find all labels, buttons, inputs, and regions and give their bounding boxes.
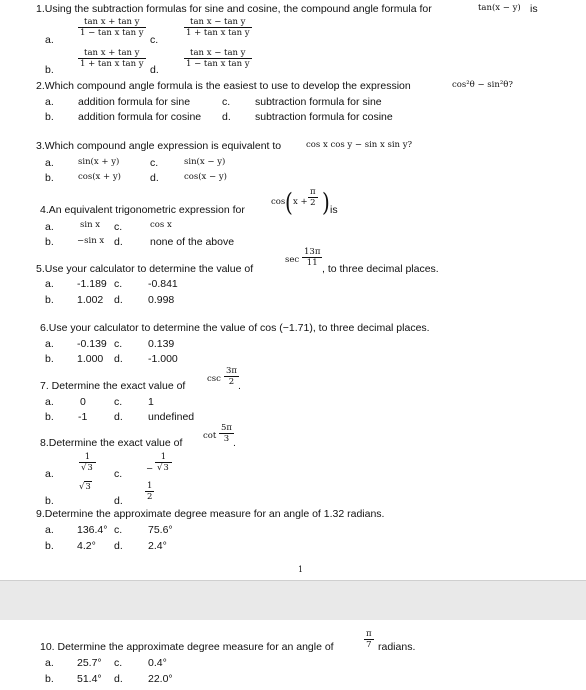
q7-option-d[interactable]: undefined [148,411,195,423]
q3-prompt: 3.Which compound angle expression is equivalent to [36,140,282,152]
q4-tail: is [330,204,338,216]
q8-fraction: $\frac{5\pi}{3}$ [221,423,232,444]
q7-prompt: 7. Determine the exact value of [40,380,186,392]
q1-option-c-label: c. [150,34,159,46]
q3-option-d[interactable]: cos(x − y) [184,172,227,182]
q4-option-b-label: b. [45,236,54,248]
q10-prompt: 10. Determine the approximate degree measure for an angle of [40,641,334,653]
q3-option-a[interactable]: sin(x + y) [78,157,120,167]
q4-option-d-label: d. [114,236,123,248]
page-number: 1 [298,565,304,574]
q4-option-c[interactable]: cos x [150,220,172,230]
q10-fraction: $\frac{\pi}{7}$ [366,629,372,650]
q4-option-c-label: c. [114,221,123,233]
q3-option-b[interactable]: cos(x + y) [78,172,121,182]
page-break-line [0,580,586,581]
q10-option-b[interactable]: 51.4° [77,673,102,685]
q6-option-d-label: d. [114,353,123,365]
q1-prompt: 1.Using the subtraction formulas for sine and cosine, the compound angle formula for [36,3,432,15]
q4-fraction: $\frac{\pi}{2}$ [310,187,316,208]
q4-option-b[interactable]: −sin x [77,236,105,246]
q3-option-d-label: d. [150,172,159,184]
q8-option-a-label: a. [45,468,54,480]
q3-expression: cos x cos y − sin x sin y? [306,140,413,150]
q5-tail: , to three decimal places. [322,263,439,275]
q1-tail: is [530,3,538,15]
q9-option-a[interactable]: 136.4° [77,524,108,536]
q2-option-c-label: c. [222,96,231,108]
q9-option-d[interactable]: 2.4° [148,540,167,552]
q4-option-a-label: a. [45,221,54,233]
q4-left-paren: ( [285,187,293,217]
q7-option-a[interactable]: 0 [80,396,86,408]
q8-function: cot [203,431,217,441]
q5-option-d[interactable]: 0.998 [148,294,175,306]
q5-option-a[interactable]: -1.189 [77,278,107,290]
q8-tail: . [233,437,236,449]
q1-option-d[interactable]: $\frac{\text{tan x − tan y}}{\text{1 − tan x tan y}}$ [186,48,250,69]
q6-option-a-label: a. [45,338,54,350]
q1-option-b[interactable]: $\frac{\text{tan x + tan y}}{\text{1 + tan x tan y}}$ [80,48,144,69]
q10-option-d[interactable]: 22.0° [148,673,173,685]
q8-option-c-label: c. [114,468,123,480]
q9-option-b-label: b. [45,540,54,552]
q7-option-c[interactable]: 1 [148,396,154,408]
q7-option-b-label: b. [45,411,54,423]
q5-option-a-label: a. [45,278,54,290]
q2-option-b-label: b. [45,111,54,123]
q2-prompt: 2.Which compound angle formula is the easiest to use to develop the expression [36,80,411,92]
q8-option-c[interactable]: $\frac{1}{√3}$ [155,452,172,473]
q2-option-d[interactable]: subtraction formula for cosine [255,111,393,123]
q3-option-b-label: b. [45,172,54,184]
q2-option-a-label: a. [45,96,54,108]
q6-option-a[interactable]: -0.139 [77,338,107,350]
q1-option-a[interactable]: $\frac{\text{tan x + tan y}}{\text{1 − tan x tan y}}$ [80,17,144,38]
q1-option-d-label: d. [150,64,159,76]
q2-option-d-label: d. [222,111,231,123]
q5-option-b-label: b. [45,294,54,306]
q8-option-d[interactable]: $\frac{1}{2}$ [147,481,153,502]
q10-option-d-label: d. [114,673,123,685]
q10-option-a[interactable]: 25.7° [77,657,102,669]
q1-option-a-label: a. [45,34,54,46]
q9-option-b[interactable]: 4.2° [77,540,96,552]
q2-option-b[interactable]: addition formula for cosine [78,111,202,123]
q7-option-a-label: a. [45,396,54,408]
q6-option-b[interactable]: 1.000 [77,353,104,365]
q1-expression: tan(x − y) [478,3,521,13]
q4-right-paren: ) [322,187,330,217]
q9-option-a-label: a. [45,524,54,536]
q10-option-c[interactable]: 0.4° [148,657,167,669]
q8-option-b-label: b. [45,495,54,507]
q9-prompt: 9.Determine the approximate degree measure for an angle of 1.32 radians. [36,508,385,520]
q4-prompt: 4.An equivalent trigonometric expression for [40,204,245,216]
q6-option-b-label: b. [45,353,54,365]
q5-prompt: 5.Use your calculator to determine the value of [36,263,254,275]
q4-option-a[interactable]: sin x [80,220,101,230]
q8-option-b[interactable]: √3 [79,482,91,492]
q2-expression: cos²θ − sin²θ? [452,80,513,90]
q8-option-c-sign: − [146,464,154,474]
q7-option-c-label: c. [114,396,123,408]
q10-option-a-label: a. [45,657,54,669]
q8-option-d-label: d. [114,495,123,507]
q1-option-c[interactable]: $\frac{\text{tan x − tan y}}{\text{1 + tan x tan y}}$ [186,17,250,38]
q10-tail: radians. [378,641,416,653]
q9-option-d-label: d. [114,540,123,552]
q6-option-d[interactable]: -1.000 [148,353,178,365]
q5-fraction: $\frac{13\pi}{11}$ [304,247,321,268]
q7-option-b[interactable]: -1 [78,411,88,423]
q8-option-a[interactable]: $\frac{1}{√3}$ [79,452,96,473]
q6-prompt: 6.Use your calculator to determine the value of cos (−1.71), to three decimal places. [40,322,430,334]
q7-function: csc [207,374,221,384]
q3-option-c-label: c. [150,157,159,169]
q6-option-c-label: c. [114,338,123,350]
q2-option-a[interactable]: addition formula for sine [78,96,191,108]
q3-option-a-label: a. [45,157,54,169]
q7-tail: . [238,380,241,392]
q5-option-b[interactable]: 1.002 [77,294,104,306]
q10-option-c-label: c. [114,657,123,669]
q3-option-c[interactable]: sin(x − y) [184,157,226,167]
q6-option-c[interactable]: 0.139 [148,338,175,350]
q5-option-c[interactable]: -0.841 [148,278,178,290]
q8-prompt: 8.Determine the exact value of [40,437,183,449]
q1-option-b-label: b. [45,64,54,76]
q4-argument: x + [293,197,308,207]
page-break-band [0,580,586,620]
q9-option-c-label: c. [114,524,123,536]
q2-option-c[interactable]: subtraction formula for sine [255,96,382,108]
q7-option-d-label: d. [114,411,123,423]
q4-option-d[interactable]: none of the above [150,236,235,248]
q10-option-b-label: b. [45,673,54,685]
q7-fraction: $\frac{3\pi}{2}$ [226,366,237,387]
q5-function: sec [285,255,300,265]
q9-option-c[interactable]: 75.6° [148,524,173,536]
q5-option-c-label: c. [114,278,123,290]
q4-function: cos [271,197,286,207]
q5-option-d-label: d. [114,294,123,306]
